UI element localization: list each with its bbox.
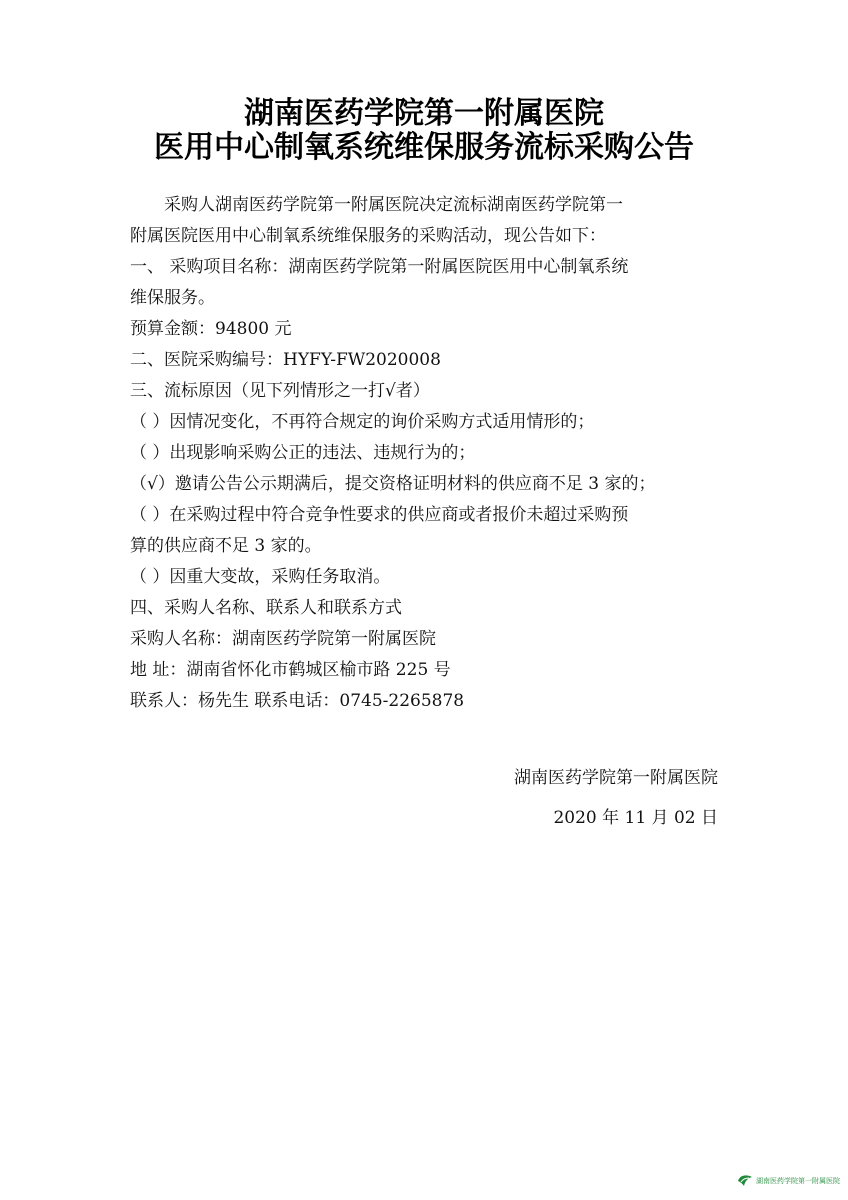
announcement-body xyxy=(130,190,730,717)
purchaser-name: 采购人名称：湖南医药学院第一附属医院 xyxy=(130,629,436,649)
reason-4-line-1: （ ）在采购过程中符合竞争性要求的供应商或者报价未超过采购预 xyxy=(130,505,629,525)
purchaser-address: 地 址：湖南省怀化市鹤城区榆市路 225 号 xyxy=(130,660,451,680)
reason-4-line-2: 算的供应商不足 3 家的。 xyxy=(130,536,322,556)
logo-text: 湖南医药学院第一附属医院 xyxy=(756,1177,840,1185)
section-1-line-2: 维保服务。 xyxy=(130,288,215,308)
reason-2: （ ）出现影响采购公正的违法、违规行为的； xyxy=(130,443,476,463)
intro-line-1: 采购人湖南医药学院第一附属医院决定流标湖南医药学院第一 xyxy=(164,195,623,215)
logo-icon xyxy=(736,1173,754,1189)
section-2: 二、医院采购编号：HYFY-FW2020008 xyxy=(130,350,441,370)
reason-1: （ ）因情况变化，不再符合规定的询价采购方式适用情形的； xyxy=(130,412,595,432)
signature-org: 湖南医药学院第一附属医院 xyxy=(514,768,718,788)
section-1-line-1: 一、 采购项目名称：湖南医药学院第一附属医院医用中心制氧系统 xyxy=(130,257,629,277)
reason-5: （ ）因重大变故，采购任务取消。 xyxy=(130,567,391,587)
contact-line: 联系人：杨先生 联系电话：0745-2265878 xyxy=(130,691,465,711)
section-4: 四、采购人名称、联系人和联系方式 xyxy=(130,598,402,618)
reason-3: （√）邀请公告公示期满后，提交资格证明材料的供应商不足 3 家的； xyxy=(130,474,656,494)
hospital-logo xyxy=(736,1170,844,1192)
budget-line: 预算金额：94800 元 xyxy=(130,319,292,339)
title-line-1: 湖南医药学院第一附属医院 xyxy=(244,96,604,131)
section-3: 三、流标原因（见下列情形之一打√者） xyxy=(130,381,430,401)
intro-line-2: 附属医院医用中心制氧系统维保服务的采购活动，现公告如下： xyxy=(130,226,606,246)
signature-date: 2020 年 11 月 02 日 xyxy=(553,808,718,828)
title-line-2: 医用中心制氧系统维保服务流标采购公告 xyxy=(154,130,694,165)
